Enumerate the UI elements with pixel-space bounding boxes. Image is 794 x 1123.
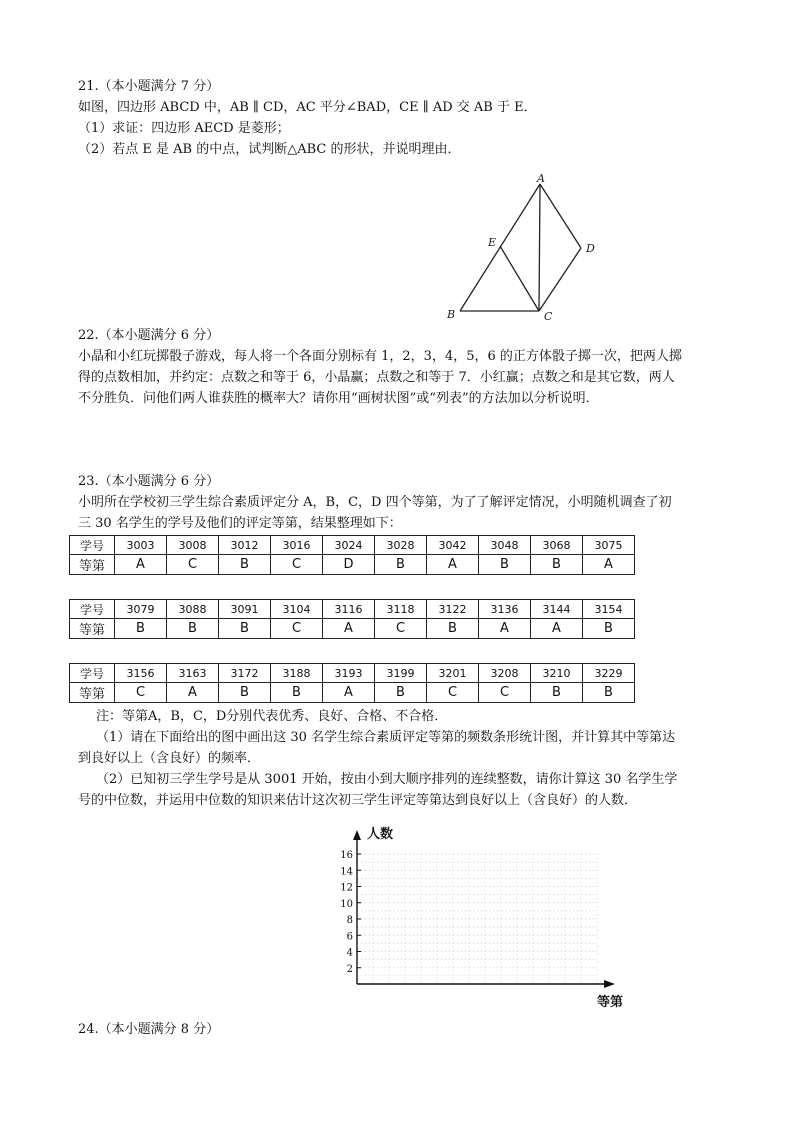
student-id: 3229: [583, 664, 635, 683]
y-axis-arrow-icon: [353, 830, 361, 840]
student-id: 3118: [375, 600, 427, 619]
grade-cell: A: [323, 619, 375, 639]
grade-header: 等第: [70, 555, 115, 575]
id-header: 学号: [70, 664, 115, 683]
student-id: 3136: [479, 600, 531, 619]
y-tick-label: 4: [346, 947, 353, 959]
student-id: 3079: [115, 600, 167, 619]
grade-cell: A: [531, 619, 583, 639]
q23-title: 23.（本小题满分 6 分）: [78, 474, 220, 489]
q23-line1: 小明所在学校初三学生综合素质评定分 A，B，C，D 四个等第，为了了解评定情况，小明随机调查了初: [78, 495, 672, 510]
student-id: 3048: [479, 536, 531, 555]
chart-y-ticks: [340, 850, 361, 975]
student-id: 3028: [375, 536, 427, 555]
student-id: 3091: [219, 600, 271, 619]
student-id: 3144: [531, 600, 583, 619]
segment-ec: [500, 246, 539, 311]
grade-cell: C: [115, 683, 167, 703]
q23-note: 注：等第A，B，C，D分别代表优秀、良好、合格、不合格．: [96, 709, 448, 724]
student-id: 3188: [271, 664, 323, 683]
student-id: 3012: [219, 536, 271, 555]
label-b: B: [447, 308, 456, 321]
student-id: 3210: [531, 664, 583, 683]
grade-cell: B: [375, 555, 427, 575]
q22-title: 22.（本小题满分 6 分）: [78, 328, 220, 343]
grade-row: [70, 683, 635, 703]
grade-table-1: [69, 535, 635, 575]
grade-cell: B: [219, 555, 271, 575]
q23-part1-line2: 到良好以上（含良好）的频率．: [78, 751, 261, 766]
grade-cell: D: [323, 555, 375, 575]
grade-cell: A: [427, 555, 479, 575]
grade-cell: B: [375, 683, 427, 703]
q23-part2-line2: 号的中位数，并运用中位数的知识来估计这次初三学生评定等第达到良好以上（含良好）的人数．: [78, 793, 638, 808]
student-id: 3008: [167, 536, 219, 555]
grade-cell: A: [115, 555, 167, 575]
label-c: C: [544, 310, 553, 323]
q21-part2: （2）若点 E 是 AB 的中点，试判断△ABC 的形状，并说明理由．: [78, 142, 461, 157]
student-id: 3122: [427, 600, 479, 619]
grade-table-3: [69, 663, 635, 703]
grade-header: 等第: [70, 683, 115, 703]
student-id: 3003: [115, 536, 167, 555]
y-tick-label: 10: [340, 898, 353, 910]
student-id: 3024: [323, 536, 375, 555]
grade-cell: C: [479, 683, 531, 703]
y-tick-label: 16: [340, 850, 353, 861]
quadrilateral-figure: [440, 172, 610, 324]
q22-line3: 不分胜负．问他们两人谁获胜的概率大？请你用“画树状图”或“列表”的方法加以分析说明．: [78, 391, 599, 406]
grade-cell: B: [479, 555, 531, 575]
grade-row: [70, 555, 635, 575]
grade-cell: B: [219, 619, 271, 639]
student-id: 3208: [479, 664, 531, 683]
grade-cell: C: [271, 619, 323, 639]
student-id: 3068: [531, 536, 583, 555]
grade-cell: C: [271, 555, 323, 575]
grade-cell: A: [167, 683, 219, 703]
grade-cell: B: [583, 619, 635, 639]
q22-line1: 小晶和小红玩掷骰子游戏，每人将一个各面分别标有 1，2，3，4，5，6 的正方体骰子掷一次，把两人掷: [78, 349, 682, 364]
student-id-row: [70, 600, 635, 619]
segment-dc: [539, 248, 581, 311]
student-id: 3163: [167, 664, 219, 683]
grade-cell: B: [531, 555, 583, 575]
q22-line2: 得的点数相加，并约定：点数之和等于 6，小晶赢；点数之和等于 7．小红赢；点数之和是其它数，两人: [78, 370, 675, 385]
grade-cell: B: [167, 619, 219, 639]
student-id: 3088: [167, 600, 219, 619]
label-d: D: [586, 242, 595, 255]
x-axis-label: 等第: [597, 995, 624, 1010]
q23-part2-line1: （2）已知初三学生学号是从 3001 开始，按由小到大顺序排列的连续整数，请你计算这 30 名学生学: [96, 772, 678, 787]
y-tick-label: 6: [346, 931, 353, 943]
y-tick-label: 2: [346, 963, 353, 975]
grade-cell: B: [531, 683, 583, 703]
q23-part1-line1: （1）请在下面给出的图中画出这 30 名学生综合素质评定等第的频数条形统计图，并计算其中等第达: [96, 730, 676, 745]
grade-cell: B: [219, 683, 271, 703]
label-e: E: [488, 236, 497, 249]
grade-cell: C: [375, 619, 427, 639]
grade-cell: B: [427, 619, 479, 639]
q23-line2: 三 30 名学生的学号及他们的评定等第，结果整理如下：: [78, 516, 402, 531]
student-id: 3199: [375, 664, 427, 683]
y-tick-label: 14: [340, 866, 353, 878]
q21-intro: 如图，四边形 ABCD 中，AB ∥ CD，AC 平分∠BAD，CE ∥ AD 交 AB 于 E．: [78, 100, 537, 115]
y-axis-label: 人数: [367, 827, 394, 842]
q24-title: 24.（本小题满分 8 分）: [78, 1022, 220, 1037]
grade-cell: A: [583, 555, 635, 575]
q21-part1: （1）求证：四边形 AECD 是菱形；: [78, 121, 290, 136]
student-id: 3193: [323, 664, 375, 683]
y-tick-label: 12: [340, 882, 353, 894]
grade-cell: B: [583, 683, 635, 703]
student-id: 3075: [583, 536, 635, 555]
student-id-row: [70, 664, 635, 683]
label-a: A: [537, 172, 545, 185]
grade-cell: A: [323, 683, 375, 703]
grade-row: [70, 619, 635, 639]
segment-ad: [540, 184, 581, 248]
chart-grid: [357, 854, 597, 984]
grade-cell: B: [271, 683, 323, 703]
student-id-row: [70, 536, 635, 555]
grade-header: 等第: [70, 619, 115, 639]
segment-ac: [539, 184, 540, 311]
grade-cell: C: [427, 683, 479, 703]
student-id: 3201: [427, 664, 479, 683]
grade-cell: B: [115, 619, 167, 639]
student-id: 3116: [323, 600, 375, 619]
student-id: 3016: [271, 536, 323, 555]
grade-cell: A: [479, 619, 531, 639]
id-header: 学号: [70, 600, 115, 619]
x-axis-arrow-icon: [604, 980, 615, 988]
grade-table-2: [69, 599, 635, 639]
q21-title: 21.（本小题满分 7 分）: [78, 79, 220, 94]
student-id: 3172: [219, 664, 271, 683]
student-id: 3156: [115, 664, 167, 683]
frequency-bar-chart: [335, 824, 645, 1014]
student-id: 3154: [583, 600, 635, 619]
y-tick-label: 8: [346, 915, 353, 926]
student-id: 3104: [271, 600, 323, 619]
id-header: 学号: [70, 536, 115, 555]
grade-cell: C: [167, 555, 219, 575]
student-id: 3042: [427, 536, 479, 555]
